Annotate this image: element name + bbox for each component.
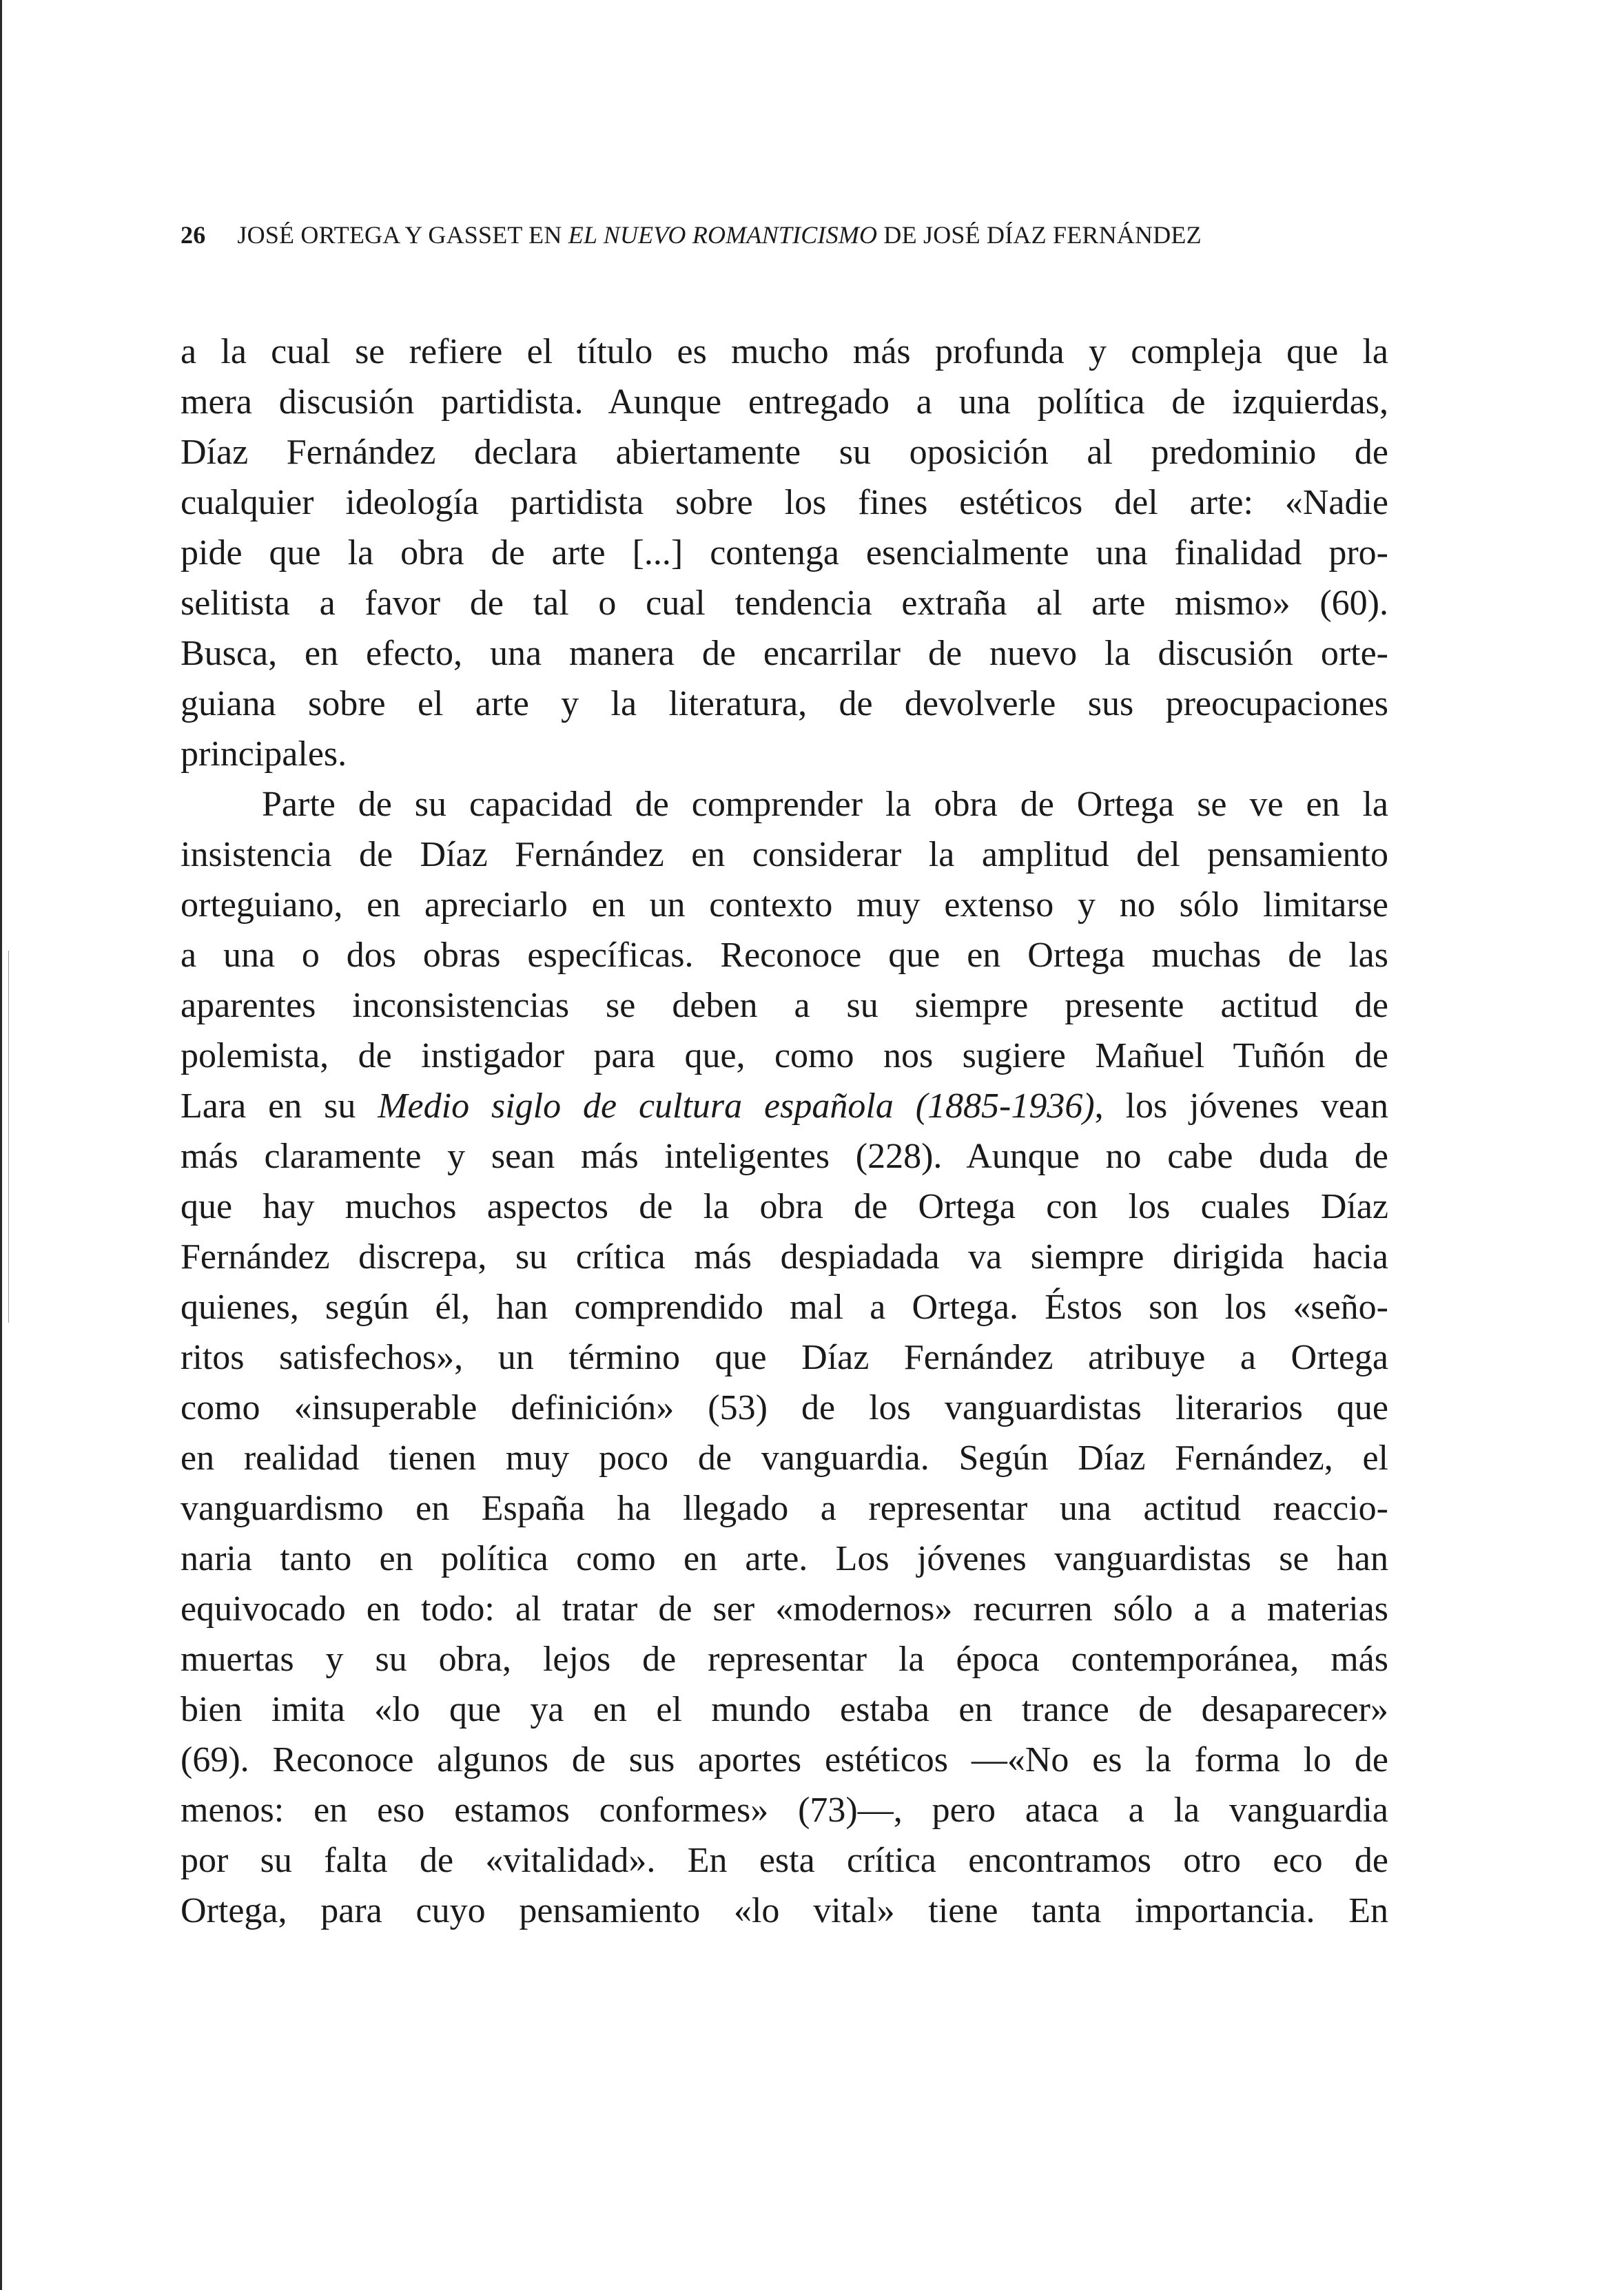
text-line: aparentes inconsistencias se deben a su siempre presente actitud de [181, 986, 1388, 1025]
text-line: muertas y su obra, lejos de representar la época contemporánea, más [181, 1640, 1388, 1679]
text-line: Ortega, para cuyo pensamiento «lo vital» tiene tanta importancia. En [181, 1891, 1388, 1930]
text-line: que hay muchos aspectos de la obra de Ortega con los cuales Díaz [181, 1187, 1388, 1226]
text-line: principales. [181, 734, 347, 774]
paragraph-first-line: Parte de su capacidad de comprender la obra de Ortega se ve en la [262, 785, 1388, 824]
text-line: polemista, de instigador para que, como nos sugiere Mañuel Tuñón de [181, 1036, 1388, 1075]
text-line: bien imita «lo que ya en el mundo estaba en trance de desaparecer» [181, 1690, 1388, 1729]
text-line: mera discusión partidista. Aunque entregado a una política de izquierdas, [181, 382, 1388, 422]
text-segment: , los jóvenes vean [1094, 1086, 1389, 1126]
text-line: naria tanto en política como en arte. Los jóvenes vanguardistas se han [181, 1539, 1388, 1578]
running-head-book-title: EL NUEVO ROMANTICISMO [568, 221, 878, 249]
text-line: a una o dos obras específicas. Reconoce que en Ortega muchas de las [181, 936, 1388, 975]
scan-edge-line [0, 0, 2, 2290]
text-line: por su falta de «vitalidad». En esta crítica encontramos otro eco de [181, 1841, 1388, 1880]
text-line: Fernández discrepa, su crítica más despiadada va siempre dirigida hacia [181, 1237, 1388, 1277]
running-head-title [237, 221, 1201, 249]
text-line: equivocado en todo: al tratar de ser «modernos» recurren sólo a a materias [181, 1589, 1388, 1629]
text-line: vanguardismo en España ha llegado a representar una actitud reaccio- [181, 1489, 1388, 1528]
page-number: 26 [181, 221, 206, 249]
running-head-title-end: DE JOSÉ DÍAZ FERNÁNDEZ [877, 221, 1202, 249]
text-line: selitista a favor de tal o cual tendencia extraña al arte mismo» (60). [181, 584, 1388, 623]
text-line: a la cual se refiere el título es mucho más profunda y compleja que la [181, 332, 1388, 371]
text-line: quienes, según él, han comprendido mal a Ortega. Éstos son los «seño- [181, 1288, 1388, 1327]
body-text [181, 327, 1388, 1936]
text-line: cualquier ideología partidista sobre los fines estéticos del arte: «Nadie [181, 483, 1388, 522]
text-line: insistencia de Díaz Fernández en considerar la amplitud del pensamiento [181, 835, 1388, 874]
text-line: como «insuperable definición» (53) de los vanguardistas literarios que [181, 1388, 1388, 1427]
text-line: (69). Reconoce algunos de sus aportes estéticos —«No es la forma lo de [181, 1740, 1388, 1780]
book-title: Medio siglo de cultura española (1885-1936) [378, 1086, 1095, 1126]
text-line: ritos satisfechos», un término que Díaz Fernández atribuye a Ortega [181, 1338, 1388, 1377]
text-line: orteguiano, en apreciarlo en un contexto muy extenso y no sólo limitarse [181, 885, 1388, 925]
text-line: Díaz Fernández declara abiertamente su oposición al predominio de [181, 433, 1388, 472]
text-segment: Lara en su [181, 1086, 378, 1126]
text-line: en realidad tienen muy poco de vanguardia. Según Díaz Fernández, el [181, 1438, 1388, 1478]
text-line: Busca, en efecto, una manera de encarrilar de nuevo la discusión orte- [181, 634, 1388, 673]
running-head [181, 220, 1462, 249]
text-line: pide que la obra de arte [...] contenga esencialmente una finalidad pro- [181, 533, 1388, 572]
running-head-title-start: JOSÉ ORTEGA Y GASSET EN [237, 221, 568, 249]
text-line [181, 1081, 1388, 1131]
text-line: guiana sobre el arte y la literatura, de devolverle sus preocupaciones [181, 684, 1388, 723]
scan-edge-mark [8, 951, 9, 1323]
text-line: más claramente y sean más inteligentes (228). Aunque no cabe duda de [181, 1137, 1388, 1176]
text-line: menos: en eso estamos conformes» (73)—, pero ataca a la vanguardia [181, 1791, 1388, 1830]
